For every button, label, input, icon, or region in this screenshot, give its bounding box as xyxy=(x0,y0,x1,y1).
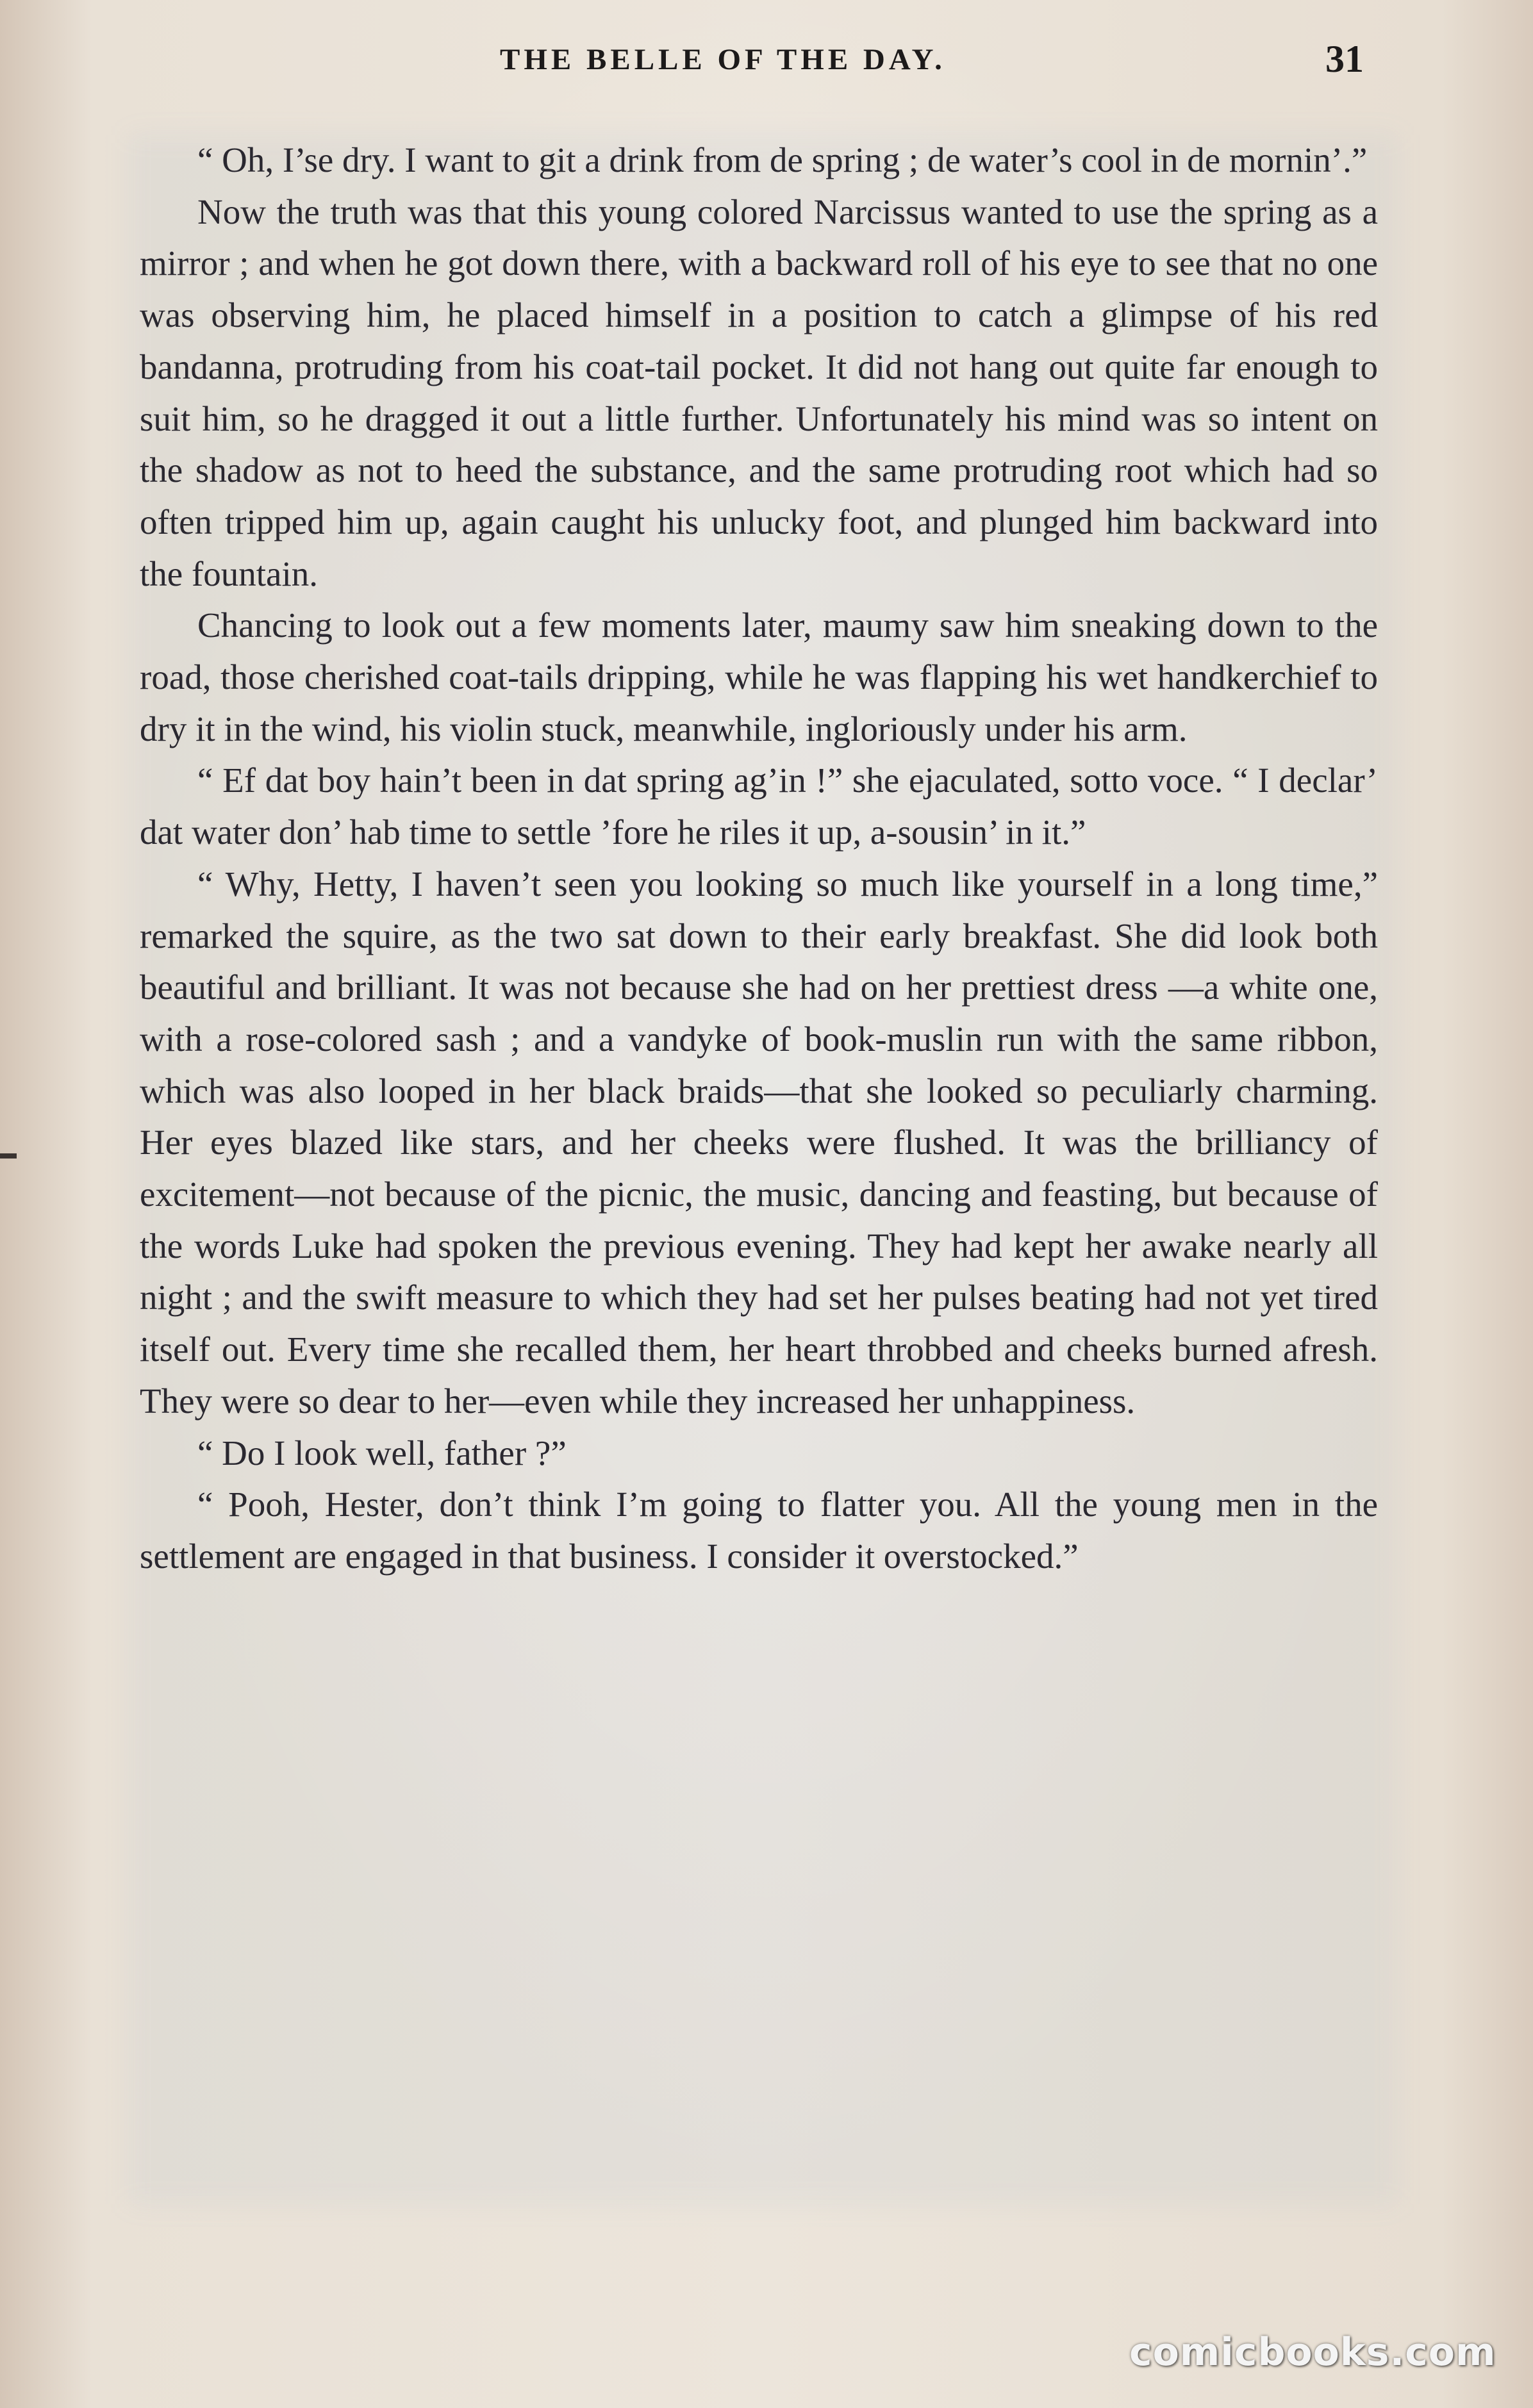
page-header xyxy=(0,37,1533,88)
page-number: 31 xyxy=(1325,38,1364,80)
paragraph: “ Do I look well, father ?” xyxy=(197,1433,567,1472)
paragraph: Chancing to look out a few moments later, maumy saw him sneaking down to the road, those cherished coat-tails dripping, while he was flapping his wet handkerchief to dry it in the wind, his violin stuck, meanwhile, ingloriously under his arm. xyxy=(140,606,1378,748)
paragraph: “ Why, Hetty, I haven’t seen you looking so much like yourself in a long time,” remarked the squire, as the two sat down to their early breakfast. She did look both beautiful and brilliant. It was not because she had on her prettiest dress —a white one, with a rose-colored sash ; and a vandyke of book-muslin run with the same ribbon, which was also looped in her black braids—that she looked so peculiarly charming. Her eyes blazed like stars, and her cheeks were flushed. It was the brilliancy of excitement—not because of the picnic, the music, dancing and feasting, but because of the words Luke had spoken the previous evening. They had kept her awake nearly all night ; and the swift measure to which they had set her pulses beating had not yet tired itself out. Every time she recalled them, her heart throbbed and cheeks burned afresh. They were so dear to her—even while they increased her unhappiness. xyxy=(140,864,1378,1421)
paragraph: Now the truth was that this young colored Narcissus wanted to use the spring as a mirror ; and when he got down there, with a backward roll of his eye to see that no one was observing him, he placed himself in a position to catch a glimpse of his red bandanna, protruding from his coat-tail pocket. It did not hang out quite far enough to suit him, so he dragged it out a little further. Unfortunately his mind was so intent on the shadow as not to heed the substance, and the same protruding root which had so often tripped him up, again caught his unlucky foot, and plunged him backward into the fountain. xyxy=(140,192,1378,593)
paragraph: “ Ef dat boy hain’t been in dat spring ag’in !” she ejaculated, sotto voce. “ I declar’ dat water don’ hab time to settle ’fore he riles it up, a-sousin’ in it.” xyxy=(140,761,1378,852)
paragraph: “ Pooh, Hester, don’t think I’m going to flatter you. All the young men in the settlement are engaged in that business. I consider it overstocked.” xyxy=(140,1485,1378,1576)
body-text xyxy=(140,135,1378,1583)
paragraph: “ Oh, I’se dry. I want to git a drink from de spring ; de water’s cool in de mornin’.” xyxy=(197,140,1368,179)
site-watermark: comicbooks.com xyxy=(1129,2330,1496,2375)
running-title: THE BELLE OF THE DAY. xyxy=(500,43,946,76)
page-edge-tear xyxy=(0,1153,17,1159)
